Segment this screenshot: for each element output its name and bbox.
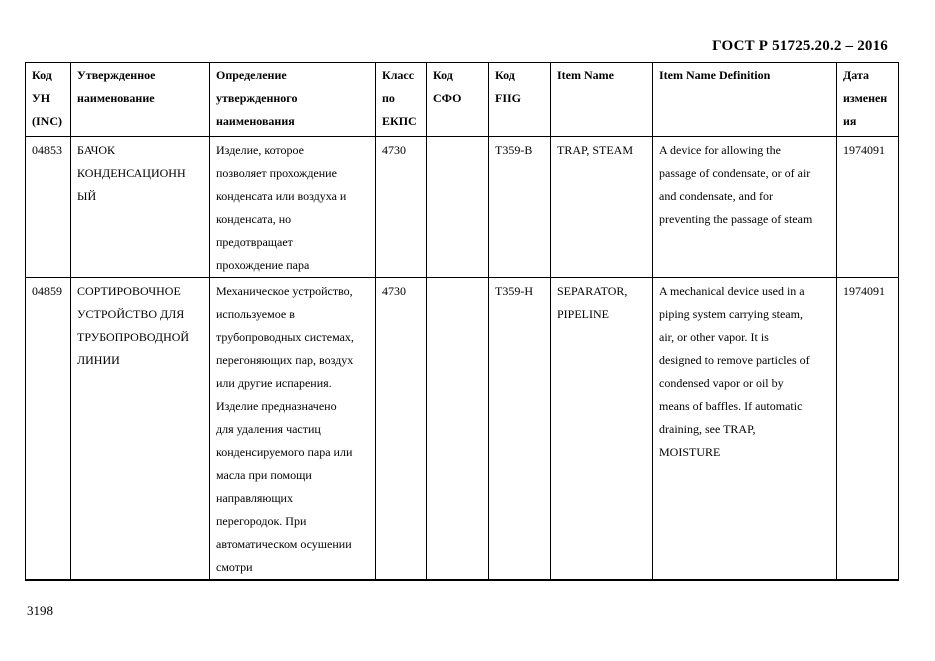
cell-item-definition: A device for allowing the passage of condensate, or of air and condensate, and for preventing the passage of steam xyxy=(653,137,837,278)
cell-item-name: TRAP, STEAM xyxy=(551,137,653,278)
table-row xyxy=(26,137,899,278)
cell-item-name: SEPARATOR, PIPELINE xyxy=(551,278,653,581)
cell-fiig: T359-B xyxy=(489,137,551,278)
cell-item-definition: A mechanical device used in a piping system carrying steam, air, or other vapor. It is designed to remove particles of condensed vapor or oil by means of baffles. If automatic draining, see TRAP, MOISTURE xyxy=(653,278,837,581)
cell-class: 4730 xyxy=(376,137,427,278)
cell-sfo xyxy=(427,137,489,278)
page-number: 3198 xyxy=(27,603,53,618)
col-header-inc: Код УН (INC) xyxy=(26,63,71,137)
cell-definition: Изделие, которое позволяет прохождение конденсата или воздуха и конденсата, но предотвращает прохождение пара xyxy=(210,137,376,278)
cell-inc: 04859 xyxy=(26,278,71,581)
col-header-date: Дата изменен ия xyxy=(837,63,899,137)
cell-date: 1974091 xyxy=(837,278,899,581)
catalog-table xyxy=(25,62,899,581)
cell-date: 1974091 xyxy=(837,137,899,278)
cell-approved-name: БАЧОК КОНДЕНСАЦИОНН ЫЙ xyxy=(71,137,210,278)
cell-class: 4730 xyxy=(376,278,427,581)
table-header-row xyxy=(26,63,899,137)
cell-fiig: T359-H xyxy=(489,278,551,581)
col-header-fiig: Код FIIG xyxy=(489,63,551,137)
col-header-sfo: Код СФО xyxy=(427,63,489,137)
col-header-definition: Определение утвержденного наименования xyxy=(210,63,376,137)
cell-approved-name: СОРТИРОВОЧНОЕ УСТРОЙСТВО ДЛЯ ТРУБОПРОВОДНОЙ ЛИНИИ xyxy=(71,278,210,581)
col-header-approved-name: Утвержденное наименование xyxy=(71,63,210,137)
col-header-item-definition: Item Name Definition xyxy=(653,63,837,137)
document-code: ГОСТ Р 51725.20.2 – 2016 xyxy=(712,38,888,54)
cell-definition: Механическое устройство, используемое в трубопроводных системах, перегоняющих пар, воздух или другие испарения. Изделие предназначено для удаления частиц конденсируемого пара или масла при помощи направляющих перегородок. При автоматическом осушении смотри xyxy=(210,278,376,581)
table-row xyxy=(26,278,899,581)
col-header-class: Класс по ЕКПС xyxy=(376,63,427,137)
cell-sfo xyxy=(427,278,489,581)
cell-inc: 04853 xyxy=(26,137,71,278)
col-header-item-name: Item Name xyxy=(551,63,653,137)
